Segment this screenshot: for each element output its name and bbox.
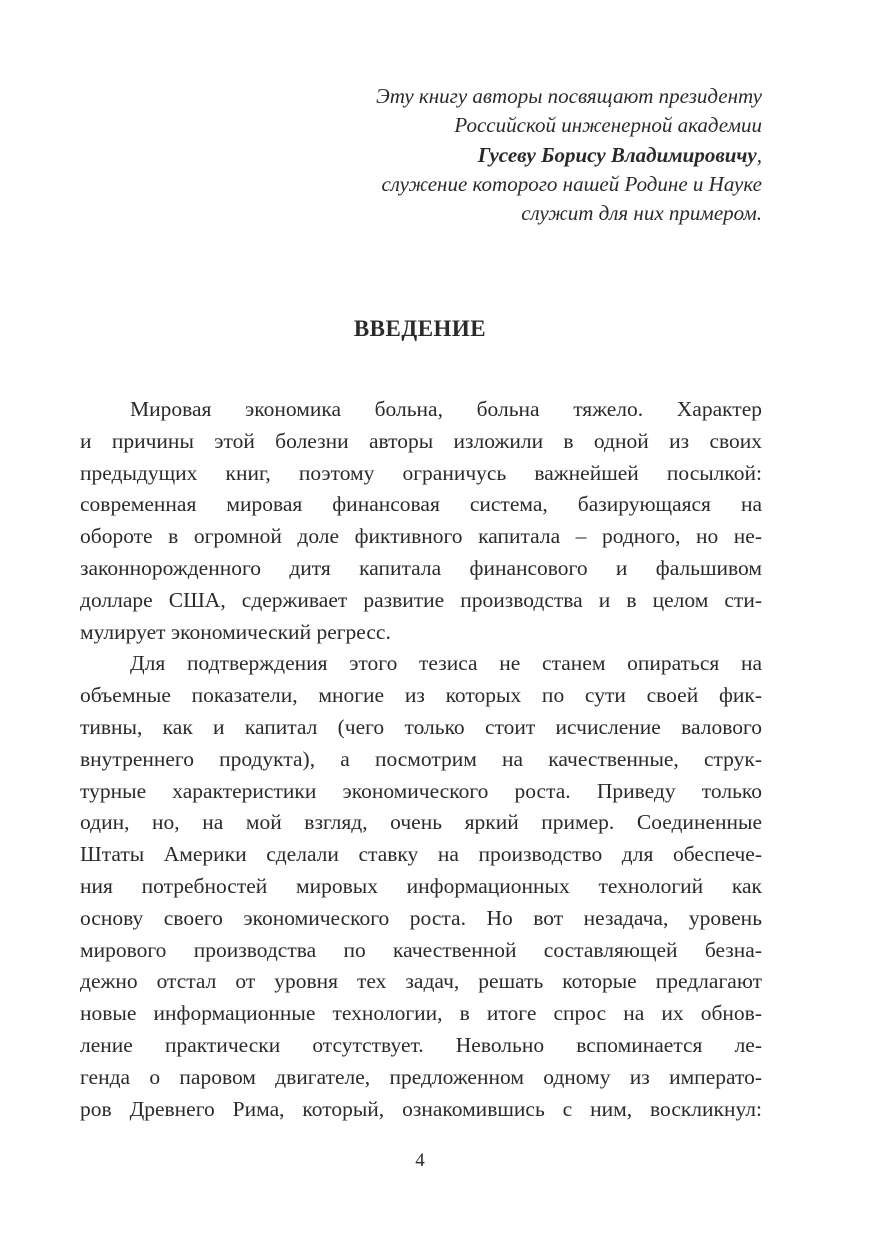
text-line: ния потребностей мировых информационных технологий как (80, 873, 762, 898)
epigraph-line: служит для них примером. (521, 201, 762, 226)
text-line: и причины этой болезни авторы изложили в одной из своих (80, 428, 762, 453)
paragraph (80, 648, 762, 1125)
text-line: современная мировая финансовая система, базирующаяся на (80, 492, 762, 517)
text-line: один, но, на мой взгляд, очень яркий пример. Соединенные (80, 810, 762, 835)
text-line: объемные показатели, многие из которых по сути своей фик- (80, 683, 762, 708)
epigraph-name-line (376, 141, 762, 170)
text-line: ление практически отсутствует. Невольно вспоминается ле- (80, 1032, 762, 1057)
text-line: ров Древнего Рима, который, ознакомившись с ним, воскликнул: (80, 1096, 762, 1121)
epigraph-line: Эту книгу авторы посвящают президенту (375, 84, 762, 108)
text-line: основу своего экономического роста. Но вот незадача, уровень (80, 905, 762, 930)
text-line: дежно отстал от уровня тех задач, решать которые предлагают (80, 969, 762, 994)
chapter-heading: ВВЕДЕНИЕ (353, 316, 487, 341)
text-line: новые информационные технологии, в итоге спрос на их обнов- (80, 1001, 762, 1026)
paragraph (80, 394, 762, 648)
page-number: 4 (415, 1150, 425, 1171)
dedicatee-name: Гусеву Борису Владимировичу (477, 142, 757, 167)
text-line: долларе США, сдерживает развитие производства и в целом сти- (80, 587, 762, 612)
text-line: законнорожденного дитя капитала финансового и фальшивом (80, 555, 762, 580)
text-line: Мировая экономика больна, больна тяжело. Характер (130, 397, 762, 421)
text-line: Для подтверждения этого тезиса не станем опираться на (130, 651, 762, 676)
text-line: предыдущих книг, поэтому ограничусь важнейшей посылкой: (80, 460, 762, 485)
text-line: тивны, как и капитал (чего только стоит исчисление валового (80, 714, 762, 739)
epigraph-comma: , (756, 142, 762, 167)
text-line: мулирует экономический регресс. (80, 619, 391, 644)
epigraph-line: служение которого нашей Родине и Науке (381, 171, 762, 196)
body-text (80, 394, 762, 1125)
text-line: обороте в огромной доле фиктивного капитала – родного, но не- (80, 524, 762, 549)
text-line: Штаты Америки сделали ставку на производство для обеспече- (80, 842, 762, 867)
text-line: турные характеристики экономического роста. Приведу только (80, 778, 762, 803)
text-line: внутреннего продукта), а посмотрим на качественные, струк- (80, 746, 762, 771)
dedication-epigraph (376, 82, 762, 228)
text-line: мирового производства по качественной составляющей безна- (80, 937, 762, 962)
text-line: генда о паровом двигателе, предложенном одному из императо- (80, 1064, 762, 1089)
epigraph-line: Российской инженерной академии (454, 113, 762, 138)
